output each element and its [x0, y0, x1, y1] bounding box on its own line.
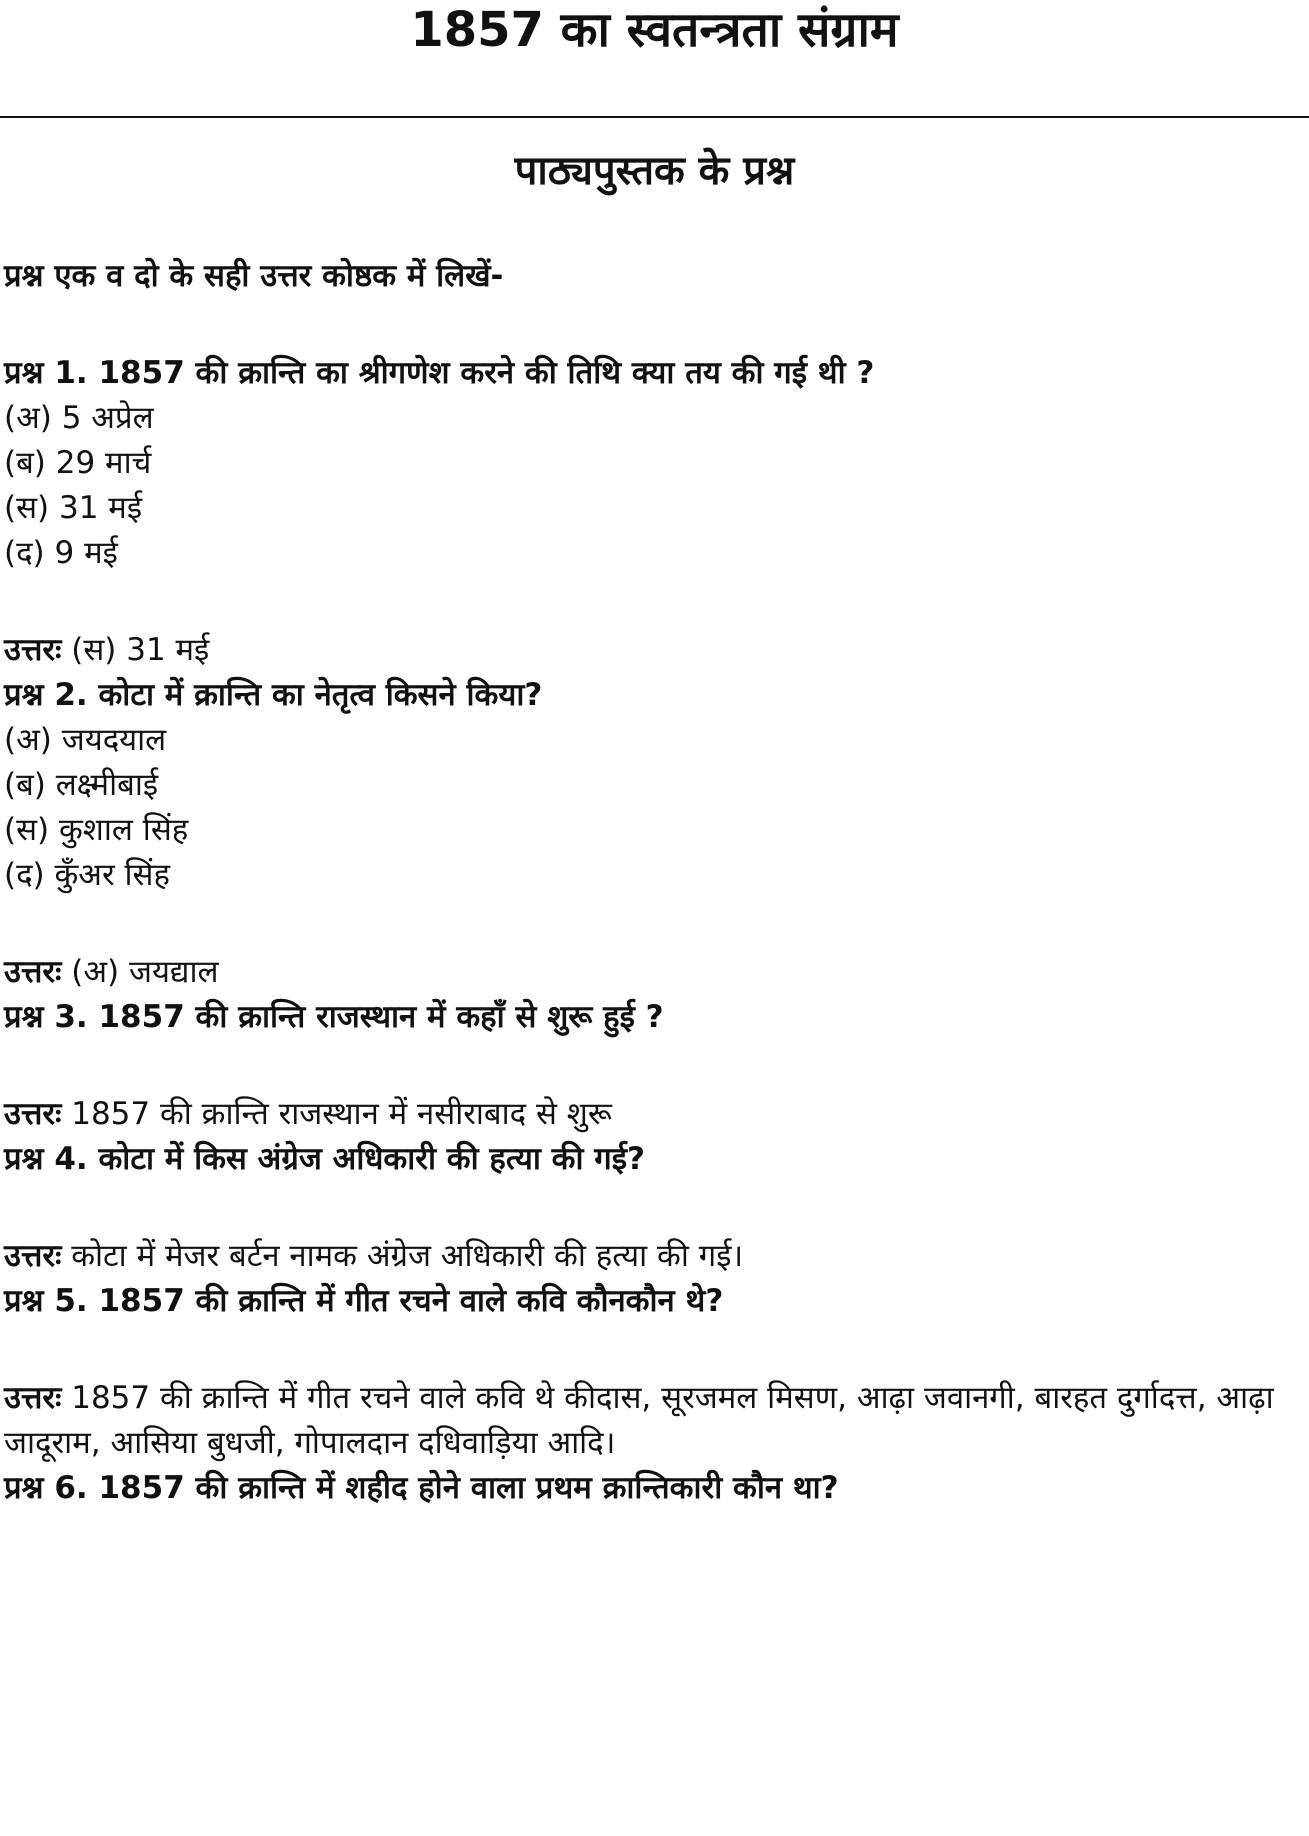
question-block-4: [4, 1137, 1284, 1182]
answer-4: [4, 1234, 1284, 1279]
question-text: प्रश्न 5. 1857 की क्रान्ति में गीत रचने वाले कवि कौनकौन थे?: [4, 1283, 724, 1319]
option-c: (स) कुशाल सिंह: [4, 812, 189, 848]
answer-1: [4, 628, 1284, 673]
answer-label: उत्तरः: [4, 954, 62, 990]
answer-label: उत्तरः: [4, 1096, 62, 1132]
question-text: प्रश्न 2. कोटा में क्रान्ति का नेतृत्व किसने किया?: [4, 677, 543, 713]
option-d: (द) 9 मई: [4, 535, 118, 571]
answer-text: (स) 31 मई: [71, 632, 210, 668]
question-text: प्रश्न 3. 1857 की क्रान्ति राजस्थान में कहाँ से शुरू हुई ?: [4, 999, 664, 1035]
option-d: (द) कुँअर सिंह: [4, 857, 170, 893]
section-heading: पाठ्यपुस्तक के प्रश्न: [514, 148, 795, 194]
answer-label: उत्तरः: [4, 632, 62, 668]
answer-text: 1857 की क्रान्ति राजस्थान में नसीराबाद से शुरू: [71, 1096, 612, 1132]
question-block-2: [4, 673, 1284, 898]
question-block-1: [4, 351, 1284, 576]
question-text: प्रश्न 1. 1857 की क्रान्ति का श्रीगणेश करने की तिथि क्या तय की गई थी ?: [4, 355, 875, 391]
option-a: (अ) जयदयाल: [4, 722, 167, 758]
page-title: 1857 का स्वतन्त्रता संग्राम: [410, 2, 899, 58]
answer-text: कोटा में मेजर बर्टन नामक अंग्रेज अधिकारी की हत्या की गई।: [71, 1238, 744, 1274]
answer-label: उत्तरः: [4, 1380, 62, 1416]
question-block-5: [4, 1279, 1284, 1324]
question-text: प्रश्न 4. कोटा में किस अंग्रेज अधिकारी की हत्या की गई?: [4, 1141, 645, 1177]
option-c: (स) 31 मई: [4, 490, 143, 526]
instruction-text: प्रश्न एक व दो के सही उत्तर कोष्ठक में लिखें-: [4, 258, 504, 294]
answer-text: 1857 की क्रान्ति में गीत रचने वाले कवि थे कीदास, सूरजमल मिसण, आढ़ा जवानगी, बारहत दुर्गादत्त, आढ़ा जादूराम, आसिया बुधजी, गोपालदान दधिवाड़िया आदि।: [4, 1380, 1274, 1461]
question-text: प्रश्न 6. 1857 की क्रान्ति में शहीद होने वाला प्रथम क्रान्तिकारी कौन था?: [4, 1470, 839, 1506]
title-divider: [0, 116, 1309, 118]
answer-3: [4, 1092, 1284, 1137]
question-block-6: [4, 1466, 1284, 1511]
option-a: (अ) 5 अप्रेल: [4, 400, 154, 436]
answer-text: (अ) जयद्याल: [71, 954, 219, 990]
option-b: (ब) लक्ष्मीबाई: [4, 767, 159, 803]
question-block-3: [4, 995, 1284, 1040]
answer-label: उत्तरः: [4, 1238, 62, 1274]
question-list: [4, 254, 1284, 1563]
answer-2: [4, 950, 1284, 995]
option-b: (ब) 29 मार्च: [4, 445, 152, 481]
answer-5: [4, 1376, 1284, 1466]
